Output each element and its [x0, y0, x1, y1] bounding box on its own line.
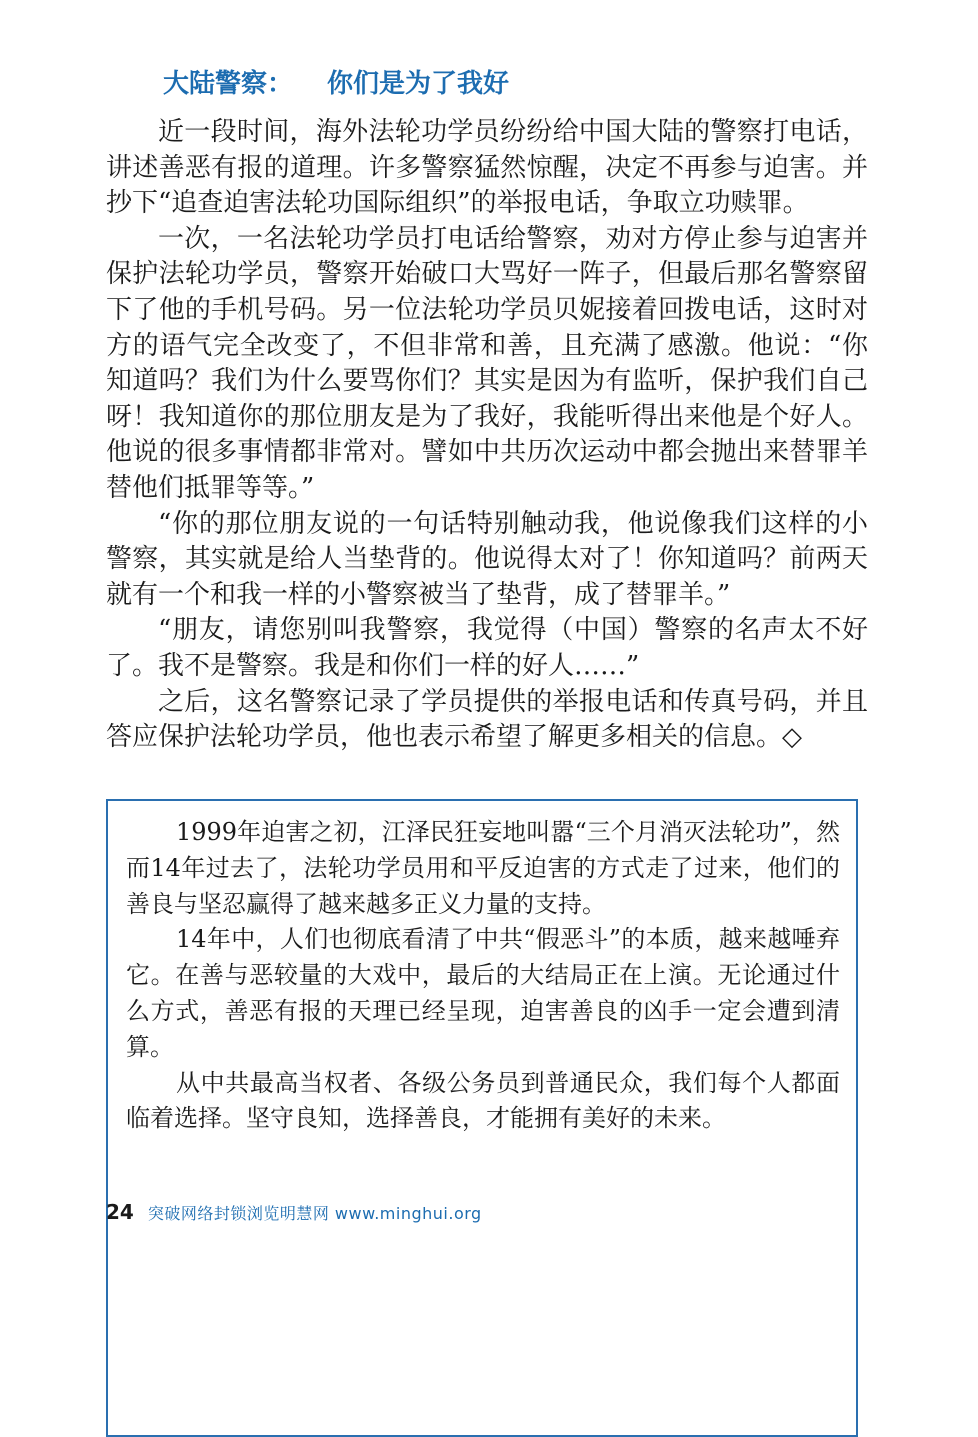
article-title: [163, 64, 509, 104]
article-title-part1: 大陆警察：: [163, 69, 294, 99]
article-paragraph: 近一段时间，海外法轮功学员纷纷给中国大陆的警察打电话，讲述善恶有报的道理。许多警察猛然惊醒，决定不再参与迫害。并抄下“追查迫害法轮功国际组织”的举报电话，争取立功赎罪。: [106, 117, 868, 219]
commentary-paragraph: 14年中，人们也彻底看清了中共“假恶斗”的本质，越来越唾弃它。在善与恶较量的大戏中，最后的大结局正在上演。无论通过什么方式，善恶有报的天理已经呈现，迫害善良的凶手一定会遭到清算。: [126, 925, 840, 1061]
article-title-part2: 你们是为了我好: [327, 69, 510, 99]
page-footer: [106, 1200, 482, 1224]
page-number: 24: [106, 1200, 134, 1224]
article-body: [106, 115, 868, 756]
article-paragraph: “朋友，请您别叫我警察，我觉得（中国）警察的名声太不好了。我不是警察。我是和你们一样的好人……”: [106, 615, 868, 681]
article-paragraph: 一次，一名法轮功学员打电话给警察，劝对方停止参与迫害并保护法轮功学员，警察开始破口大骂好一阵子，但最后那名警察留下了他的手机号码。另一位法轮功学员贝妮接着回拨电话，这时对方的语气完全改变了，不但非常和善，且充满了感激。他说：“你知道吗？我们为什么要骂你们？其实是因为有监听，保护我们自己呀！我知道你的那位朋友是为了我好，我能听得出来他是个好人。他说的很多事情都非常对。譬如中共历次运动中都会抛出来替罪羊替他们抵罪等等。”: [106, 223, 868, 503]
commentary-paragraph: 从中共最高当权者、各级公务员到普通民众，我们每个人都面临着选择。坚守良知，选择善良，才能拥有美好的未来。: [126, 1068, 840, 1133]
article-paragraph: 之后，这名警察记录了学员提供的举报电话和传真号码，并且答应保护法轮功学员，他也表示希望了解更多相关的信息。◇: [106, 686, 868, 753]
footer-website-text: 突破网络封锁浏览明慧网 www.minghui.org: [147, 1204, 482, 1223]
article-paragraph: “你的那位朋友说的一句话特别触动我，他说像我们这样的小警察，其实就是给人当垫背的。他说得太对了！你知道吗？前两天就有一个和我一样的小警察被当了垫背，成了替罪羊。”: [106, 508, 868, 610]
commentary-paragraph: 1999年迫害之初，江泽民狂妄地叫嚣“三个月消灭法轮功”，然而14年过去了，法轮功学员用和平反迫害的方式走了过来，他们的善良与坚忍赢得了越来越多正义力量的支持。: [126, 818, 840, 918]
commentary-box: [106, 799, 858, 1437]
